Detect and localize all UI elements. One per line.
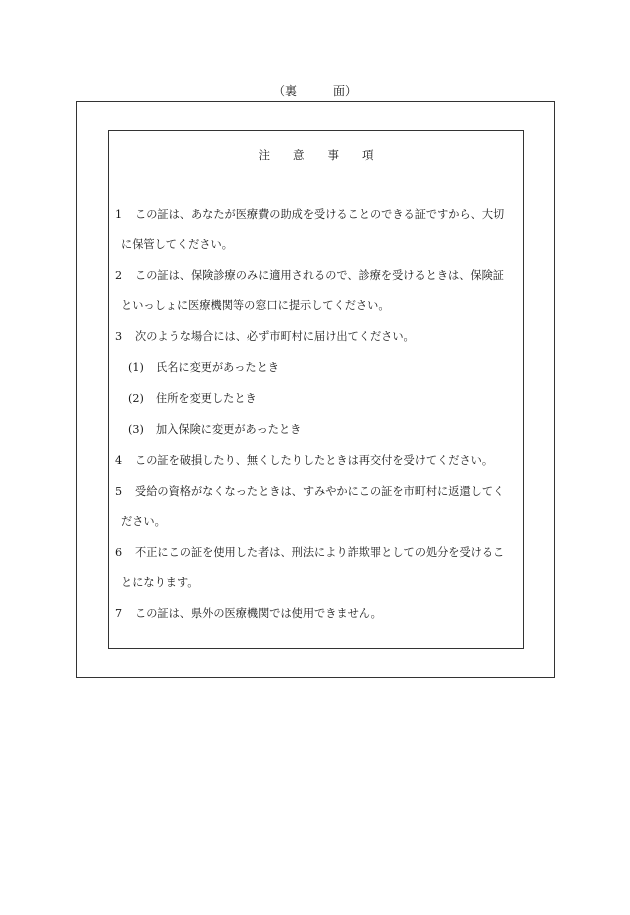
notice-item-7 — [115, 607, 382, 621]
item-number: 5 — [115, 485, 123, 498]
item-text: この証は、保険診療のみに適用されるので、診療を受けるときは、保険証 — [135, 269, 504, 282]
notice-item-2 — [115, 269, 504, 283]
notice-subitem-3 — [128, 423, 301, 437]
notice-subitem-2 — [128, 392, 257, 406]
page-heading: （裏 面） — [272, 84, 357, 98]
item-number: 4 — [115, 454, 123, 467]
notice-item-4 — [115, 454, 493, 468]
item-text: 受給の資格がなくなったときは、すみやかにこの証を市町村に返還してく — [135, 485, 505, 498]
notice-item-3 — [115, 330, 415, 344]
subitem-text: 氏名に変更があったとき — [156, 361, 279, 374]
notice-title: 注 意 事 項 — [258, 148, 374, 162]
item-text: 不正にこの証を使用した者は、刑法により詐欺罪としての処分を受けるこ — [135, 546, 505, 559]
subitem-text: 加入保険に変更があったとき — [156, 423, 302, 436]
subitem-text: 住所を変更したとき — [156, 392, 257, 405]
notice-item-5-continued: ださい。 — [121, 515, 166, 528]
item-number: 2 — [115, 269, 123, 282]
item-number: 6 — [115, 546, 123, 559]
subitem-number: (3) — [128, 423, 144, 436]
notice-item-1 — [115, 208, 504, 222]
item-number: 7 — [115, 607, 123, 620]
item-text: この証は、県外の医療機関では使用できません。 — [135, 607, 382, 620]
notice-item-6-continued: とになります。 — [121, 576, 199, 589]
notice-item-1-continued: に保管してください。 — [121, 238, 233, 251]
notice-item-5 — [115, 485, 504, 499]
subitem-number: (1) — [128, 361, 144, 374]
item-number: 3 — [115, 330, 123, 343]
notice-item-2-continued: といっしょに医療機関等の窓口に提示してください。 — [121, 299, 390, 312]
item-text: この証は、あなたが医療費の助成を受けることのできる証ですから、大切 — [135, 208, 505, 221]
item-text: この証を破損したり、無くしたりしたときは再交付を受けてください。 — [135, 454, 494, 467]
notice-item-6 — [115, 546, 504, 560]
notice-subitem-1 — [128, 361, 279, 375]
item-text: 次のような場合には、必ず市町村に届け出てください。 — [135, 330, 415, 343]
subitem-number: (2) — [128, 392, 144, 405]
item-number: 1 — [115, 208, 123, 221]
